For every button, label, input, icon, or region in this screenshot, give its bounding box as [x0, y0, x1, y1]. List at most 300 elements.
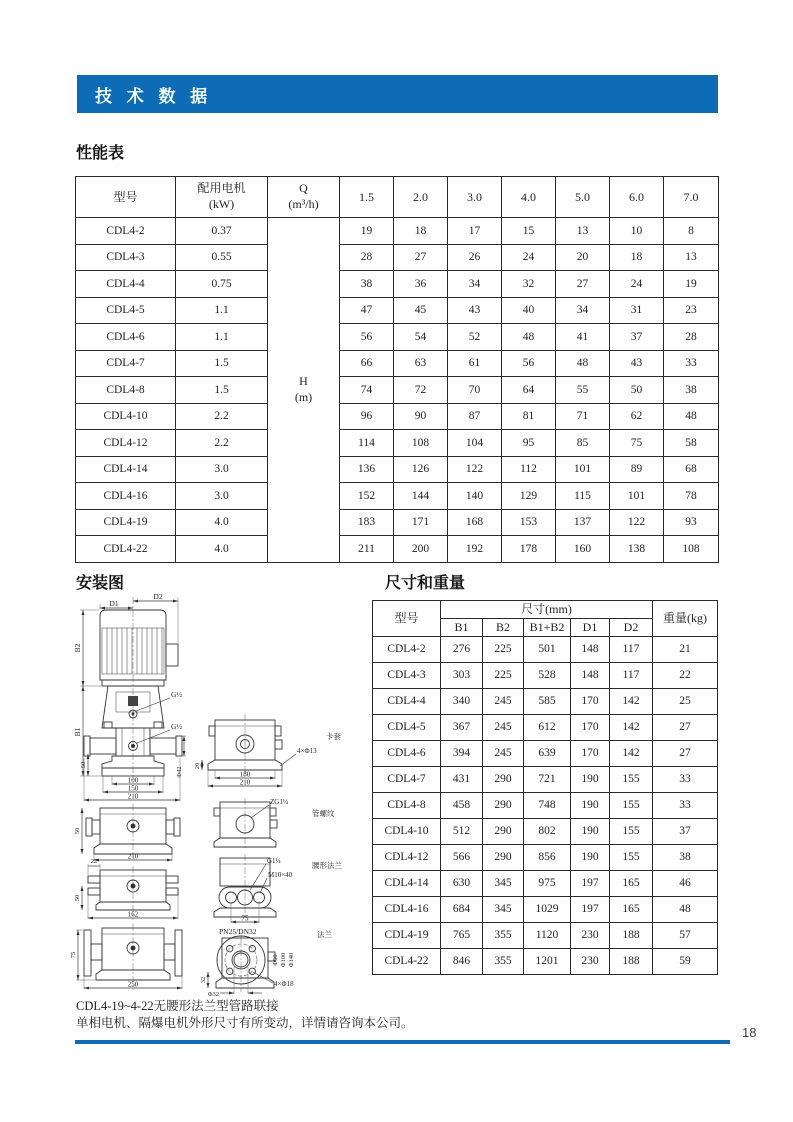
label-pipe-thread: 管螺纹 [312, 809, 335, 818]
dimensions-row [373, 663, 718, 689]
footnote-flange-connection: CDL4-19~4-22无腰形法兰型管路联接 [76, 999, 279, 1013]
d2-cell: 155 [610, 819, 653, 845]
b2-cell: 225 [483, 663, 524, 689]
dim-col-d1: D1 [571, 619, 610, 637]
model-cell: CDL4-14 [76, 456, 176, 483]
performance-row [76, 324, 719, 351]
page-title: 技 术 数 据 [95, 86, 213, 106]
model-cell: CDL4-5 [373, 715, 441, 741]
power-cell: 2.2 [176, 430, 268, 457]
col-header-flow: Q (m³/h) [268, 177, 340, 218]
d2-cell: 155 [610, 793, 653, 819]
b1b2-cell: 802 [524, 819, 571, 845]
dim-label-phi100: Φ100 [280, 952, 287, 968]
b1b2-cell: 585 [524, 689, 571, 715]
d1-cell: 190 [571, 845, 610, 871]
dimensions-row [373, 637, 718, 663]
d2-cell: 155 [610, 767, 653, 793]
b1-cell: 630 [441, 871, 483, 897]
head-value-cell: 24 [502, 244, 556, 271]
model-cell: CDL4-10 [373, 819, 441, 845]
dim-label-50-main: 50 [80, 761, 87, 769]
performance-row [76, 430, 719, 457]
head-value-cell: 144 [394, 483, 448, 510]
head-value-cell: 136 [340, 456, 394, 483]
model-cell: CDL4-2 [76, 218, 176, 245]
dim-label-100: 100 [127, 776, 139, 785]
d1-cell: 197 [571, 871, 610, 897]
dim-col-b1b2: B1+B2 [524, 619, 571, 637]
head-value-cell: 24 [610, 271, 664, 298]
power-cell: 3.0 [176, 483, 268, 510]
power-cell: 3.0 [176, 456, 268, 483]
head-value-cell: 115 [556, 483, 610, 510]
base-view-threaded [74, 804, 180, 861]
d2-cell: 188 [610, 923, 653, 949]
head-value-cell: 18 [610, 244, 664, 271]
dimensions-row [373, 819, 718, 845]
b1-cell: 684 [441, 897, 483, 923]
b2-cell: 355 [483, 923, 524, 949]
weight-cell: 37 [653, 819, 718, 845]
head-value-cell: 200 [394, 536, 448, 563]
model-cell: CDL4-22 [76, 536, 176, 563]
dim-col-b1: B1 [441, 619, 483, 637]
b2-cell: 290 [483, 793, 524, 819]
d2-cell: 165 [610, 897, 653, 923]
head-value-cell: 140 [448, 483, 502, 510]
b2-cell: 290 [483, 819, 524, 845]
dim-col-b2: B2 [483, 619, 524, 637]
performance-row [76, 244, 719, 271]
head-value-cell: 61 [448, 350, 502, 377]
model-cell: CDL4-16 [76, 483, 176, 510]
head-value-cell: 72 [394, 377, 448, 404]
d1-cell: 170 [571, 689, 610, 715]
dimensions-row [373, 923, 718, 949]
model-cell: CDL4-19 [373, 923, 441, 949]
b1b2-cell: 501 [524, 637, 571, 663]
dim-label-phi42: Φ42 [176, 766, 183, 778]
power-cell: 1.5 [176, 350, 268, 377]
d2-cell: 188 [610, 949, 653, 975]
head-value-cell: 104 [448, 430, 502, 457]
d2-cell: 142 [610, 741, 653, 767]
head-value-cell: 41 [556, 324, 610, 351]
base-view-flanged [70, 924, 182, 990]
head-value-cell: 17 [448, 218, 502, 245]
dimensions-row [373, 741, 718, 767]
dimensions-row [373, 715, 718, 741]
model-cell: CDL4-12 [373, 845, 441, 871]
head-value-cell: 114 [340, 430, 394, 457]
dim-label-32: 32 [200, 976, 207, 984]
b1b2-cell: 748 [524, 793, 571, 819]
head-value-cell: 18 [394, 218, 448, 245]
model-cell: CDL4-16 [373, 897, 441, 923]
callout-g114: G1¼ [267, 857, 281, 865]
label-pn25-dn32: PN25/DN32 [219, 927, 257, 936]
head-value-cell: 78 [664, 483, 719, 510]
b1b2-cell: 1120 [524, 923, 571, 949]
b2-cell: 225 [483, 637, 524, 663]
callout-m10x40: M10×40 [268, 871, 293, 879]
performance-row [76, 536, 719, 563]
dim-label-250: 250 [127, 980, 139, 989]
model-cell: CDL4-7 [373, 767, 441, 793]
head-value-cell: 101 [610, 483, 664, 510]
col-header-q6: 6.0 [610, 177, 664, 218]
head-value-cell: 122 [448, 456, 502, 483]
label-clamp: 卡套 [326, 732, 341, 741]
head-value-cell: 55 [556, 377, 610, 404]
head-value-cell: 122 [610, 509, 664, 536]
b1-cell: 765 [441, 923, 483, 949]
head-value-cell: 33 [664, 350, 719, 377]
head-value-cell: 13 [664, 244, 719, 271]
footnote-motor-notice: 单相电机、隔爆电机外形尺寸有所变动，详情请咨询本公司。 [76, 1016, 414, 1030]
power-cell: 4.0 [176, 536, 268, 563]
head-value-cell: 152 [340, 483, 394, 510]
page-number: 18 [742, 1025, 757, 1040]
d1-cell: 190 [571, 793, 610, 819]
weight-cell: 59 [653, 949, 718, 975]
head-value-cell: 64 [502, 377, 556, 404]
head-value-cell: 95 [502, 430, 556, 457]
dim-label-d2: D2 [153, 592, 163, 601]
label-flange: 法兰 [317, 930, 332, 939]
head-value-cell: 23 [664, 297, 719, 324]
head-value-cell: 89 [610, 456, 664, 483]
col-header-model: 型号 [76, 177, 176, 218]
b1b2-cell: 612 [524, 715, 571, 741]
head-value-cell: 171 [394, 509, 448, 536]
head-value-cell: 34 [448, 271, 502, 298]
head-value-cell: 45 [394, 297, 448, 324]
head-value-cell: 27 [556, 271, 610, 298]
head-value-cell: 160 [556, 536, 610, 563]
power-cell: 1.5 [176, 377, 268, 404]
performance-header-row [76, 177, 719, 218]
col-header-q4: 4.0 [502, 177, 556, 218]
callout-4xphi13: 4×Φ13 [297, 747, 317, 755]
head-value-cell: 20 [556, 244, 610, 271]
dim-label-b1: B1 [73, 727, 82, 737]
model-cell: CDL4-3 [76, 244, 176, 271]
d1-cell: 170 [571, 715, 610, 741]
head-value-cell: 85 [556, 430, 610, 457]
col-header-q7: 7.0 [664, 177, 719, 218]
performance-row [76, 297, 719, 324]
power-cell: 1.1 [176, 324, 268, 351]
performance-heading: 性能表 [76, 145, 125, 162]
dim-label-phi32: Φ32 [207, 991, 219, 998]
head-value-cell: 70 [448, 377, 502, 404]
head-value-cell: 8 [664, 218, 719, 245]
d2-cell: 117 [610, 663, 653, 689]
head-value-cell: 66 [340, 350, 394, 377]
d2-cell: 142 [610, 689, 653, 715]
b1-cell: 458 [441, 793, 483, 819]
weight-cell: 57 [653, 923, 718, 949]
dim-label-phi140: Φ140 [288, 952, 295, 968]
head-value-cell: 38 [340, 271, 394, 298]
performance-row [76, 271, 719, 298]
b1-cell: 367 [441, 715, 483, 741]
col-header-q1: 1.5 [340, 177, 394, 218]
dimensions-table-body [373, 637, 718, 975]
head-value-cell: 93 [664, 509, 719, 536]
head-value-cell: 87 [448, 403, 502, 430]
right-view-flange [200, 927, 332, 998]
dim-label-50-v3: 50 [74, 894, 81, 902]
head-value-cell: 28 [340, 244, 394, 271]
head-value-cell: 211 [340, 536, 394, 563]
model-cell: CDL4-3 [373, 663, 441, 689]
dim-label-75-r: 75 [241, 914, 249, 923]
b1b2-cell: 639 [524, 741, 571, 767]
motor-fins [107, 628, 162, 674]
head-value-cell: 47 [340, 297, 394, 324]
dimensions-row [373, 689, 718, 715]
head-value-cell: 32 [502, 271, 556, 298]
col-header-power: 配用电机 (kW) [176, 177, 268, 218]
head-value-cell: 58 [664, 430, 719, 457]
b2-cell: 345 [483, 897, 524, 923]
head-value-cell: 183 [340, 509, 394, 536]
dimensions-header-row1 [373, 601, 718, 619]
weight-cell: 27 [653, 741, 718, 767]
head-value-cell: 112 [502, 456, 556, 483]
performance-row [76, 350, 719, 377]
b1-cell: 340 [441, 689, 483, 715]
performance-row [76, 218, 719, 245]
head-value-cell: 96 [340, 403, 394, 430]
head-value-cell: 15 [502, 218, 556, 245]
dimensions-heading: 尺寸和重量 [385, 575, 466, 592]
power-cell: 1.1 [176, 297, 268, 324]
col-header-q5: 5.0 [556, 177, 610, 218]
head-value-cell: 153 [502, 509, 556, 536]
dim-label-22: 22 [90, 858, 98, 865]
d1-cell: 190 [571, 819, 610, 845]
section-title-bar [77, 75, 718, 113]
callout-4xphi18: 4×Φ18 [274, 980, 294, 988]
head-value-cell: 63 [394, 350, 448, 377]
dimensions-table [372, 600, 718, 975]
head-value-cell: 50 [610, 377, 664, 404]
model-cell: CDL4-5 [76, 297, 176, 324]
dim-label-210-r: 210 [239, 778, 251, 787]
b1-cell: 276 [441, 637, 483, 663]
head-value-cell: 43 [448, 297, 502, 324]
head-value-cell: 10 [610, 218, 664, 245]
head-value-cell: 48 [664, 403, 719, 430]
weight-cell: 33 [653, 793, 718, 819]
head-value-cell: 31 [610, 297, 664, 324]
head-value-cell: 168 [448, 509, 502, 536]
d1-cell: 190 [571, 767, 610, 793]
dim-col-size-group: 尺寸(mm) [441, 601, 653, 619]
dimensions-row [373, 871, 718, 897]
b2-cell: 245 [483, 715, 524, 741]
d1-cell: 197 [571, 897, 610, 923]
model-cell: CDL4-12 [76, 430, 176, 457]
weight-cell: 22 [653, 663, 718, 689]
head-value-cell: 34 [556, 297, 610, 324]
head-value-cell: 90 [394, 403, 448, 430]
head-value-cell: 40 [502, 297, 556, 324]
model-cell: CDL4-4 [76, 271, 176, 298]
head-value-cell: 27 [394, 244, 448, 271]
head-value-cell: 52 [448, 324, 502, 351]
head-value-cell: 192 [448, 536, 502, 563]
head-value-cell: 137 [556, 509, 610, 536]
d1-cell: 148 [571, 637, 610, 663]
model-cell: CDL4-7 [76, 350, 176, 377]
performance-row [76, 509, 719, 536]
dim-label-20: 20 [194, 762, 201, 770]
head-value-cell: 178 [502, 536, 556, 563]
port-label-g-half-bottom: G½ [171, 722, 183, 731]
b2-cell: 345 [483, 871, 524, 897]
dimensions-row [373, 793, 718, 819]
dimensions-row [373, 767, 718, 793]
b2-cell: 290 [483, 767, 524, 793]
head-value-cell: 54 [394, 324, 448, 351]
head-value-cell: 43 [610, 350, 664, 377]
b1b2-cell: 975 [524, 871, 571, 897]
power-cell: 4.0 [176, 509, 268, 536]
performance-row [76, 456, 719, 483]
dim-label-150: 150 [127, 784, 139, 793]
b1-cell: 846 [441, 949, 483, 975]
head-value-cell: 81 [502, 403, 556, 430]
b1-cell: 394 [441, 741, 483, 767]
performance-row [76, 403, 719, 430]
head-value-cell: 75 [610, 430, 664, 457]
d2-cell: 165 [610, 871, 653, 897]
weight-cell: 38 [653, 845, 718, 871]
dim-label-210-v2: 210 [127, 852, 139, 861]
installation-diagram [70, 592, 380, 997]
head-value-cell: 62 [610, 403, 664, 430]
dim-label-50-v2: 50 [74, 827, 81, 835]
b1b2-cell: 856 [524, 845, 571, 871]
b2-cell: 245 [483, 689, 524, 715]
dim-label-162: 162 [127, 910, 139, 919]
head-value-cell: 108 [394, 430, 448, 457]
d1-cell: 148 [571, 663, 610, 689]
weight-cell: 25 [653, 689, 718, 715]
head-value-cell: 126 [394, 456, 448, 483]
dim-col-model: 型号 [373, 601, 441, 637]
b1b2-cell: 528 [524, 663, 571, 689]
head-value-cell: 13 [556, 218, 610, 245]
col-header-q3: 3.0 [448, 177, 502, 218]
label-waist-flange: 腰形法兰 [312, 861, 342, 870]
right-view-waist-flange [214, 854, 342, 923]
model-cell: CDL4-14 [373, 871, 441, 897]
dim-col-weight: 重量(kg) [653, 601, 718, 637]
right-view-clamp [194, 714, 341, 787]
b2-cell: 355 [483, 949, 524, 975]
b1-cell: 431 [441, 767, 483, 793]
model-cell: CDL4-4 [373, 689, 441, 715]
b2-cell: 245 [483, 741, 524, 767]
d1-cell: 170 [571, 741, 610, 767]
d2-cell: 142 [610, 715, 653, 741]
installation-heading: 安装图 [76, 575, 125, 592]
head-value-cell: 48 [556, 350, 610, 377]
head-value-cell: 56 [340, 324, 394, 351]
power-cell: 0.75 [176, 271, 268, 298]
d2-cell: 117 [610, 637, 653, 663]
model-cell: CDL4-19 [76, 509, 176, 536]
model-cell: CDL4-2 [373, 637, 441, 663]
model-cell: CDL4-6 [76, 324, 176, 351]
weight-cell: 21 [653, 637, 718, 663]
model-cell: CDL4-10 [76, 403, 176, 430]
power-cell: 0.55 [176, 244, 268, 271]
base-view-bolted [74, 858, 178, 920]
dim-label-180: 180 [239, 770, 251, 779]
pump-front-view [73, 592, 186, 801]
dimensions-row [373, 897, 718, 923]
dim-col-d2: D2 [610, 619, 653, 637]
head-value-cell: 108 [664, 536, 719, 563]
head-value-cell: 36 [394, 271, 448, 298]
right-view-pipe-thread [214, 798, 335, 850]
b1-cell: 566 [441, 845, 483, 871]
power-cell: 0.37 [176, 218, 268, 245]
head-value-cell: 129 [502, 483, 556, 510]
dimensions-row [373, 949, 718, 975]
head-value-cell: 38 [664, 377, 719, 404]
head-value-cell: 37 [610, 324, 664, 351]
weight-cell: 46 [653, 871, 718, 897]
head-value-cell: 48 [502, 324, 556, 351]
dim-label-phi60: Φ60 [272, 954, 279, 966]
col-header-q2: 2.0 [394, 177, 448, 218]
head-value-cell: 56 [502, 350, 556, 377]
dim-label-b2: B2 [73, 643, 82, 653]
performance-table-body [76, 218, 719, 563]
model-cell: CDL4-8 [373, 793, 441, 819]
head-value-cell: 138 [610, 536, 664, 563]
d1-cell: 230 [571, 949, 610, 975]
head-unit-cell: H (m) [268, 218, 340, 563]
head-value-cell: 19 [340, 218, 394, 245]
weight-cell: 27 [653, 715, 718, 741]
head-value-cell: 26 [448, 244, 502, 271]
callout-zg114: ZG1¼ [270, 798, 289, 806]
head-value-cell: 19 [664, 271, 719, 298]
head-value-cell: 74 [340, 377, 394, 404]
b2-cell: 290 [483, 845, 524, 871]
dim-label-75-v4: 75 [70, 951, 77, 959]
dim-label-d1: D1 [109, 599, 119, 608]
b1-cell: 303 [441, 663, 483, 689]
performance-table [75, 176, 719, 563]
d1-cell: 230 [571, 923, 610, 949]
performance-row [76, 377, 719, 404]
b1b2-cell: 1201 [524, 949, 571, 975]
performance-row [76, 483, 719, 510]
weight-cell: 33 [653, 767, 718, 793]
dimensions-row [373, 845, 718, 871]
head-value-cell: 71 [556, 403, 610, 430]
